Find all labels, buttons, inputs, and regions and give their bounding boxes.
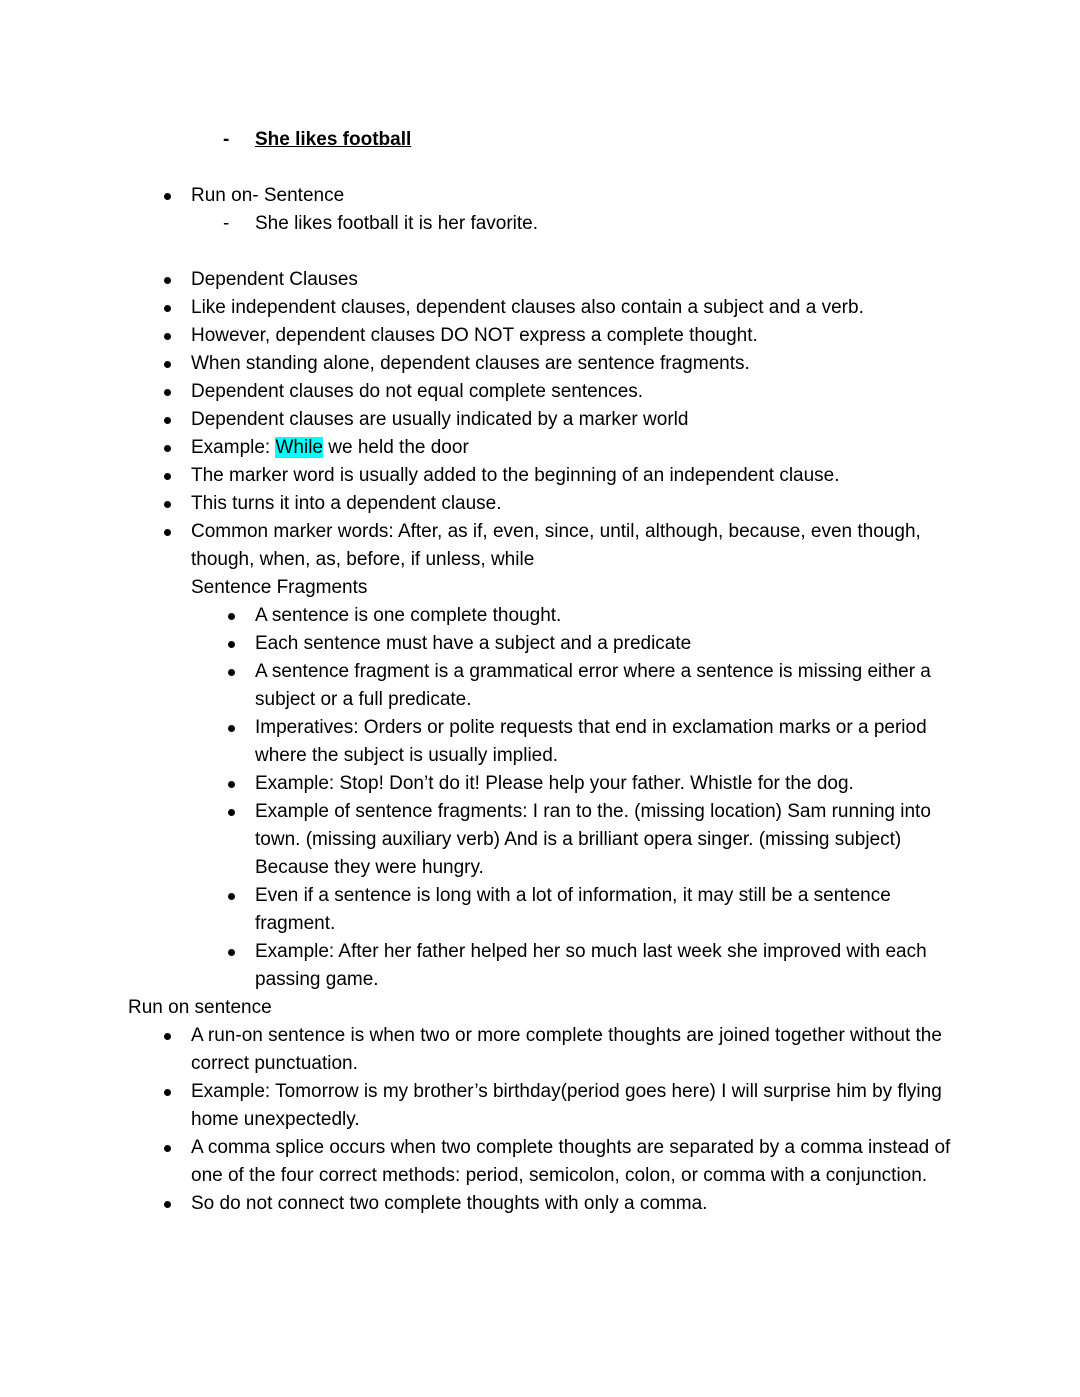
list-item-text: Dependent clauses are usually indicated by a marker world [191, 409, 689, 430]
bullet-marker [164, 389, 171, 396]
blank-line [128, 154, 952, 182]
list-item-text: Common marker words: After, as if, even, since, until, although, because, even though, though, when, as, before, if unless, while [191, 521, 921, 570]
bullet-marker [164, 501, 171, 508]
list-item [128, 714, 952, 770]
list-item-text: However, dependent clauses DO NOT express a complete thought. [191, 325, 758, 346]
list-item [128, 322, 952, 350]
bullet-marker [228, 809, 235, 816]
run-on-sentence-heading-text: Run on sentence [128, 997, 272, 1018]
list-item [128, 770, 952, 798]
bullet-marker [228, 949, 235, 956]
list-item-complete-sentence-example [128, 126, 952, 154]
list-item-text: Each sentence must have a subject and a predicate [255, 633, 692, 654]
list-item-text: Imperatives: Orders or polite requests that end in exclamation marks or a period where the subject is usually implied. [255, 717, 927, 766]
bullet-marker [164, 1089, 171, 1096]
list-item-dependent-clauses-heading [128, 266, 952, 294]
bullet-marker [164, 361, 171, 368]
sentence-fragments-subheading [128, 574, 952, 602]
bullet-marker [164, 445, 171, 452]
list-item-text: So do not connect two complete thoughts with only a comma. [191, 1193, 708, 1214]
list-item-text: Dependent clauses do not equal complete sentences. [191, 381, 644, 402]
bullet-marker [164, 305, 171, 312]
bullet-marker [164, 1201, 171, 1208]
list-item-text: Like independent clauses, dependent clauses also contain a subject and a verb. [191, 297, 864, 318]
list-item [128, 630, 952, 658]
list-item-text: When standing alone, dependent clauses are sentence fragments. [191, 353, 750, 374]
list-item [128, 462, 952, 490]
list-item [128, 1134, 952, 1190]
list-item [128, 294, 952, 322]
dash-marker [223, 210, 229, 238]
list-item [128, 658, 952, 714]
list-item [128, 350, 952, 378]
list-item-text: Example: Stop! Don’t do it! Please help your father. Whistle for the dog. [255, 773, 854, 794]
list-item-text: Even if a sentence is long with a lot of information, it may still be a sentence fragment. [255, 885, 891, 934]
bullet-marker [228, 641, 235, 648]
list-item-text: A comma splice occurs when two complete thoughts are separated by a comma instead of one of the four correct methods: period, semicolon, colon, or comma with a conjunction. [191, 1137, 951, 1186]
bullet-marker [164, 1033, 171, 1040]
list-item-text: Example: After her father helped her so much last week she improved with each passing game. [255, 941, 927, 990]
blank-line [128, 238, 952, 266]
sentence-fragments-subheading-text: Sentence Fragments [191, 577, 368, 598]
bullet-marker [228, 893, 235, 900]
list-item [128, 602, 952, 630]
list-item [128, 798, 952, 882]
list-item-text: This turns it into a dependent clause. [191, 493, 502, 514]
bullet-marker [228, 725, 235, 732]
list-item [128, 406, 952, 434]
dash-marker [223, 126, 229, 154]
list-item [128, 1022, 952, 1078]
complete-sentence-example-text: She likes football [255, 129, 412, 150]
list-item [128, 1190, 952, 1218]
list-item-text: Example of sentence fragments: I ran to the. (missing location) Sam running into town. (missing auxiliary verb) And is a brilliant opera singer. (missing subject) Because they were hungry. [255, 801, 931, 878]
bullet-marker [164, 1145, 171, 1152]
bullet-marker [164, 529, 171, 536]
bullet-marker [164, 417, 171, 424]
list-item [128, 518, 952, 574]
bullet-marker [164, 333, 171, 340]
run-on-sentence-heading [128, 994, 952, 1022]
list-item [128, 882, 952, 938]
list-item-text: A sentence fragment is a grammatical error where a sentence is missing either a subject or a full predicate. [255, 661, 931, 710]
bullet-marker [164, 277, 171, 284]
bullet-marker [228, 781, 235, 788]
list-item-text: A sentence is one complete thought. [255, 605, 562, 626]
run-on-heading-text: Run on- Sentence [191, 185, 345, 206]
list-item-text: The marker word is usually added to the beginning of an independent clause. [191, 465, 840, 486]
marker-example-prefix: Example: [191, 437, 276, 458]
marker-example-suffix: we held the door [323, 437, 469, 458]
list-item-run-on-example [128, 210, 952, 238]
dependent-clauses-heading-text: Dependent Clauses [191, 269, 358, 290]
list-item-text: Example: Tomorrow is my brother’s birthday(period goes here) I will surprise him by flying home unexpectedly. [191, 1081, 942, 1130]
list-item-marker-example [128, 434, 952, 462]
bullet-marker [228, 669, 235, 676]
run-on-example-text: She likes football it is her favorite. [255, 213, 539, 234]
list-item [128, 378, 952, 406]
list-item [128, 1078, 952, 1134]
bullet-marker [164, 473, 171, 480]
highlighted-word: While [275, 437, 323, 458]
bullet-marker [164, 193, 171, 200]
list-item [128, 490, 952, 518]
list-item [128, 938, 952, 994]
list-item-run-on-heading [128, 182, 952, 210]
list-item-text: A run-on sentence is when two or more complete thoughts are joined together without the correct punctuation. [191, 1025, 942, 1074]
bullet-marker [228, 613, 235, 620]
